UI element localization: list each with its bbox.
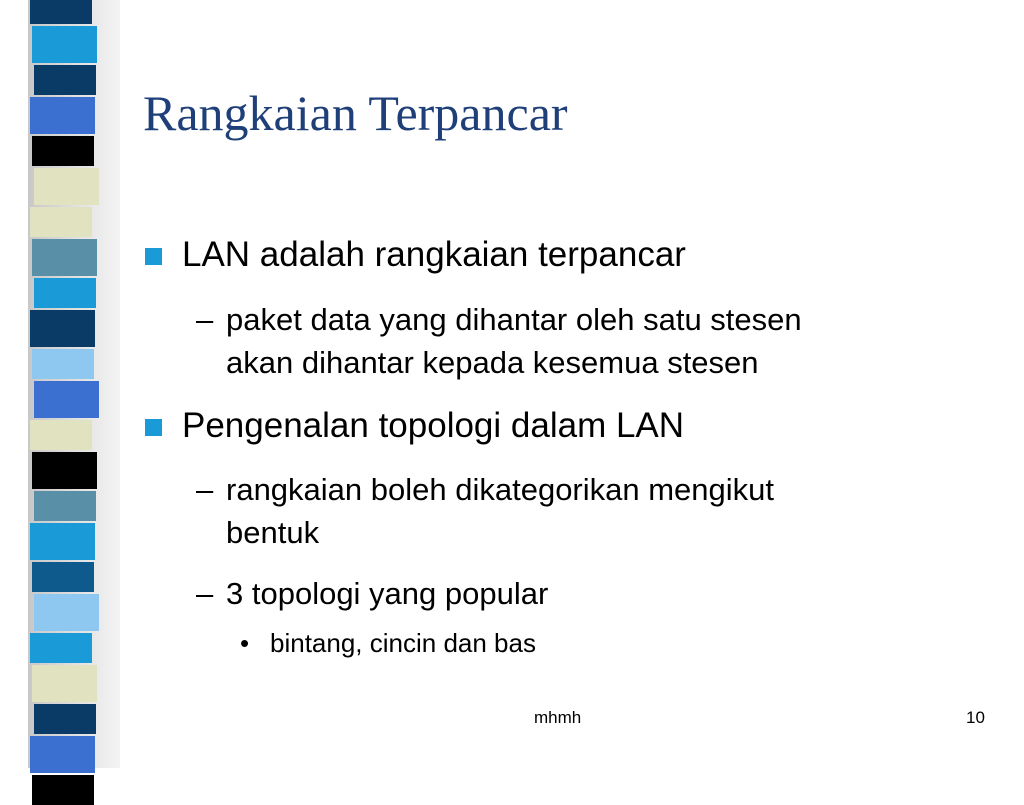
bullet-text: Pengenalan topologi dalam LAN xyxy=(182,406,685,445)
dot-marker: • xyxy=(240,628,250,658)
sub-bullet-line: bentuk xyxy=(226,515,320,550)
dash-marker: – xyxy=(196,472,214,507)
sub-bullet-line: paket data yang dihantar oleh satu stesen xyxy=(226,302,802,337)
bullet-text: LAN adalah rangkaian terpancar xyxy=(182,235,686,274)
sub-bullet-line: akan dihantar kepada kesemua stesen xyxy=(226,345,759,380)
slide-title: Rangkaian Terpancar xyxy=(143,85,568,141)
footer-text: mhmh xyxy=(534,708,582,727)
sub-sub-bullet-text: bintang, cincin dan bas xyxy=(270,628,536,658)
strip-block xyxy=(32,775,94,805)
dash-marker: – xyxy=(196,576,214,611)
dash-marker: – xyxy=(196,302,214,337)
sub-bullet-line: rangkaian boleh dikategorikan mengikut xyxy=(226,472,775,507)
square-bullet-icon xyxy=(145,248,162,265)
square-bullet-icon xyxy=(145,419,162,436)
page-number: 10 xyxy=(966,708,985,727)
sub-bullet-line: 3 topologi yang popular xyxy=(226,576,549,611)
